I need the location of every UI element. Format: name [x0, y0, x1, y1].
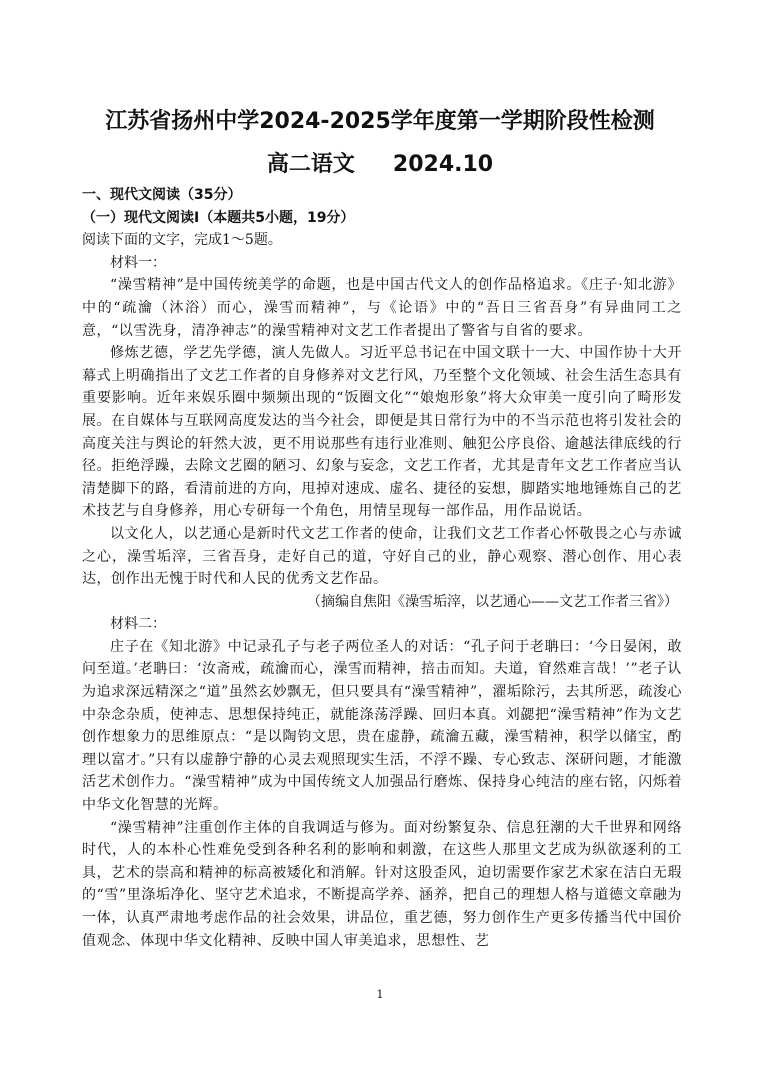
subject-label: 高二语文	[266, 152, 355, 177]
material-1-paragraph: 修炼艺德，学艺先学德，演人先做人。习近平总书记在中国文联十一大、中国作协十大开幕式上明确指出了文艺工作者的自身修养对文艺行风，乃至整个文化领域、社会生活生态具有重要影响。近年来娱乐圈中频频出现的“饭圈文化”“娘炮形象”将大众审美一度引向了畸形发展。在自媒体与互联网高度发达的当今社会，即便是其日常行为中的不当示范也将引发社会的高度关注与舆论的轩然大波，更不用说那些有违行业准则、触犯公序良俗、逾越法律底线的行径。拒绝浮躁，去除文艺圈的陋习、幻象与妄念，文艺工作者，尤其是青年文艺工作者应当认清楚脚下的路，看清前进的方向，甩掉对速成、虚名、捷径的妄想，脚踏实地地锤炼自己的艺术技艺与自身修养，用心专研每一个角色，用情呈现每一部作品，用作品说话。	[82, 345, 682, 520]
exam-title: 江苏省扬州中学2024-2025学年度第一学期阶段性检测	[105, 109, 655, 134]
material-2-paragraph: “澡雪精神”注重创作主体的自我调适与修为。面对纷繁复杂、信息狂潮的大千世界和网络时代，人的本朴心性难免受到各种名利的影响和刺激，在这些人那里文艺成为纵欲逐利的工具，艺术的崇高和精神的标高被矮化和消解。针对这股歪风，迫切需要作家艺术家在洁白无瑕的“雪”里涤垢净化、坚守艺术追求，不断提高学养、涵养，把自己的理想人格与道德文章融为一体，认真严肃地考虑作品的社会效果，讲品位，重艺德，努力创作生产更多传播当代中国价值观念、体现中华文化精神、反映中国人审美追求，思想性、艺	[82, 819, 682, 949]
page-number: 1	[376, 988, 384, 1001]
material-1-label: 材料一：	[110, 254, 166, 271]
material-1-source: （摘编自焦阳《澡雪垢滓，以艺通心——文艺工作者三省》）	[307, 593, 678, 610]
exam-subtitle	[0, 147, 760, 178]
material-1-paragraph: 以文化人，以艺通心是新时代文艺工作者的使命，让我们文艺工作者心怀敬畏之心与赤诚之心，澡雪垢滓，三省吾身，走好自己的道，守好自己的业，静心观察、潜心创作、用心表达，创作出无愧于时代和人民的优秀文艺作品。	[82, 525, 682, 588]
reading-instruction: 阅读下面的文字，完成1～5题。	[82, 232, 282, 249]
exam-content	[82, 184, 682, 952]
section-heading: 一、现代文阅读（35分）	[82, 187, 242, 203]
material-1-paragraph: “澡雪精神”是中国传统美学的命题，也是中国古代文人的创作品格追求。《庄子·知北游》中的“疏瀹（沐浴）而心，澡雪而精神”，与《论语》中的“吾日三省吾身”有异曲同工之意，“以雪洗身，清净神志”的澡雪精神对文艺工作者提出了警省与自省的要求。	[82, 277, 682, 339]
material-2-label: 材料二：	[110, 616, 166, 633]
subsection-heading: （一）现代文阅读Ⅰ（本题共5小题，19分）	[82, 209, 355, 226]
material-2-paragraph: 庄子在《知北游》中记录孔子与老子两位圣人的对话：“孔子问于老聃曰：‘今日晏闲，敢问至道。’老聃曰：‘汝斋戒，疏瀹而心，澡雪而精神，掊击而知。夫道，窅然难言哉！’”老子认为追求深远精深之“道”虽然玄妙飘无，但只要具有“澡雪精神”，濯垢除污，去其所恶，疏浚心中杂念杂质，使神志、思想保持纯正，就能涤荡浮躁、回归本真。刘勰把“澡雪精神”作为文艺创作想象力的思维原点：“是以陶钧文思，贵在虚静，疏瀹五藏，澡雪精神，积学以储宝，酌理以富才。”只有以虚静宁静的心灵去观照现实生活，不浮不躁、专心致志、深研问题，才能激活艺术创作力。“澡雪精神”成为中国传统文人加强品行磨炼、保持身心纯洁的座右铭，闪烁着中华文化智慧的光辉。	[82, 638, 682, 814]
exam-date: 2024.10	[392, 152, 494, 177]
